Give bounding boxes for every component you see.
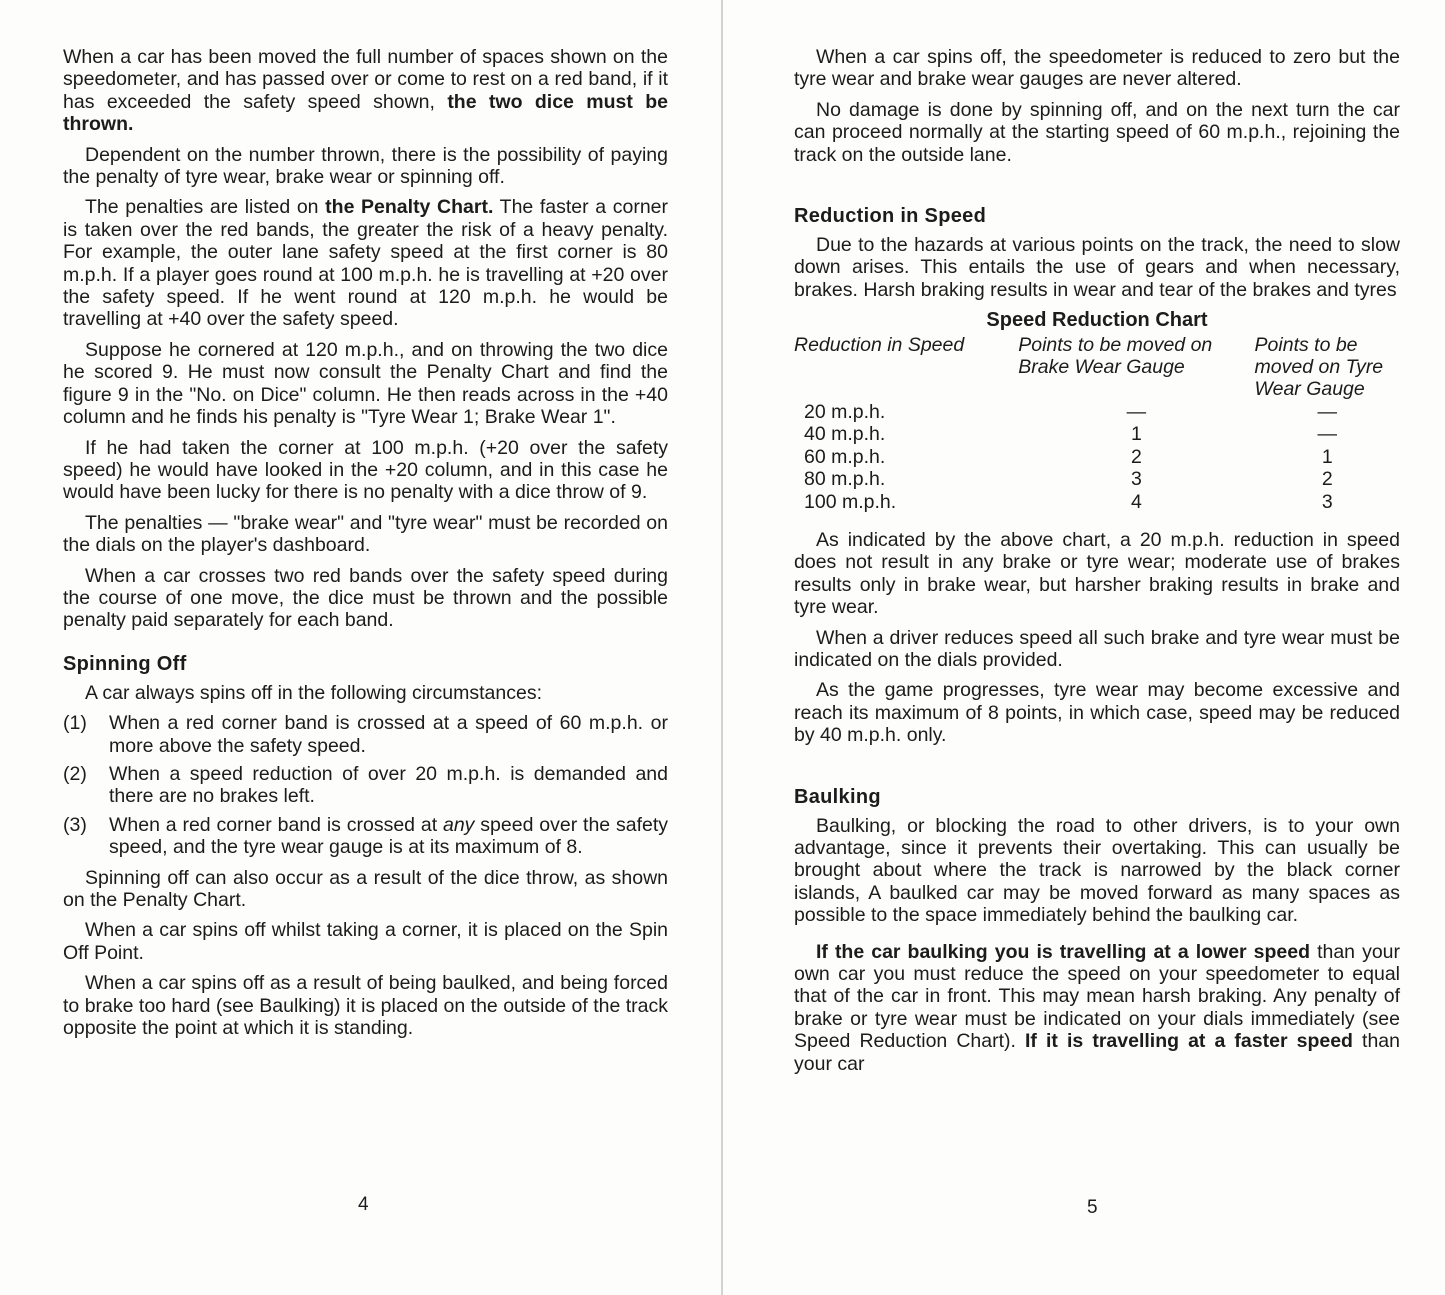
bold-instruction: the two dice must be thrown.: [63, 90, 668, 136]
paragraph: The penalties are listed on the Penalty Chart. The faster a corner is taken over the red bands, the greater the risk of a heavy penalty. For example, the outer lane safety speed at the first corner is 80 m.p.h. If a player goes round at 100 m.p.h. he is travelling at +20 over the safety speed. If he went round at 120 m.p.h. he would be travelling at +40 over the safety speed.: [63, 196, 669, 331]
paragraph: When a car spins off as a result of being baulked, and being forced to brake too hard (see Baulking) it is placed on the outside of the track opposite the point at which it is standing.: [63, 972, 668, 1040]
paragraph: Spinning off can also occur as a result of the dice throw, as shown on the Penalty Chart.: [63, 866, 668, 911]
paragraph: When a car spins off whilst taking a corner, it is placed on the Spin Off Point.: [63, 919, 668, 964]
paragraph: When a car has been moved the full number of spaces shown on the speedometer, and has passed over or come to rest on a red band, if it has exceeded the safety speed shown, the two dice must be thrown.: [63, 46, 668, 136]
left-page-text: [63, 46, 668, 1047]
paragraph: A car always spins off in the following circumstances:: [85, 681, 543, 704]
list-item: (1) When a red corner band is crossed at a speed of 60 m.p.h. or more above the safety speed.: [63, 712, 668, 757]
cell-speed: 80 m.p.h.: [804, 468, 886, 491]
table-row: [794, 423, 1400, 445]
cell-tyre: 3: [1321, 490, 1333, 513]
cell-brake: 2: [1130, 445, 1142, 468]
cell-brake: 4: [1130, 490, 1142, 513]
paragraph: Suppose he cornered at 120 m.p.h., and on throwing the two dice he scored 9. He must now consult the Penalty Chart and find the figure 9 in the "No. on Dice" column. He then reads across in the +40 column and he finds his penalty is "Tyre Wear 1; Brake Wear 1".: [63, 338, 668, 429]
bold-penalty-chart: the Penalty Chart.: [325, 196, 494, 219]
cell-tyre: —: [1317, 400, 1338, 423]
list-item: (2) When a speed reduction of over 20 m.p.h. is demanded and there are no brakes left.: [63, 762, 668, 808]
page-number: 5: [1087, 1197, 1098, 1218]
cell-tyre: 2: [1321, 468, 1333, 491]
paragraph: When a car spins off, the speedometer is reduced to zero but the tyre wear and brake wear gauges are never altered.: [794, 46, 1400, 91]
table-row: [794, 468, 1400, 490]
paragraph: As indicated by the above chart, a 20 m.p.h. reduction in speed does not result in any brake or tyre wear; moderate use of brakes results only in brake wear, but harsher braking results in brake and tyre wear.: [794, 528, 1400, 619]
cell-speed: 40 m.p.h.: [804, 423, 886, 446]
table-row: [794, 491, 1400, 513]
paragraph: Baulking, or blocking the road to other drivers, is to your own advantage, since it prevents their overtaking. This can usually be brought about where the track is narrowed by the black corner islands, A baulked car may be moved forward as many spaces as possible to the space immediately behind the baulking car.: [794, 814, 1400, 927]
cell-brake: —: [1126, 400, 1147, 423]
cell-speed: 20 m.p.h.: [804, 400, 886, 423]
paragraph: The penalties — "brake wear" and "tyre wear" must be recorded on the dials on the player's dashboard.: [63, 511, 668, 557]
spacer: [63, 640, 668, 652]
column-header: Reduction in Speed: [794, 333, 965, 356]
paragraph: Dependent on the number thrown, there is the possibility of paying the penalty of tyre wear, brake wear or spinning off.: [63, 143, 668, 189]
paragraph: As the game progresses, tyre wear may become excessive and reach its maximum of 8 points, in which case, speed may be reduced by 40 m.p.h. only.: [794, 679, 1400, 747]
paragraph: If he had taken the corner at 100 m.p.h. (+20 over the safety speed) he would have looked in the +20 column, and in this case he would have been lucky for there is no penalty with a dice throw of 9.: [63, 436, 668, 504]
chart-title: Speed Reduction Chart: [986, 309, 1208, 332]
paragraph: When a driver reduces speed all such brake and tyre wear must be indicated on the dials provided.: [794, 626, 1400, 671]
table-row: [794, 401, 1400, 423]
heading-spinning-off: Spinning Off: [63, 652, 187, 675]
cell-tyre: 1: [1321, 445, 1333, 468]
page-number: 4: [358, 1194, 369, 1215]
cell-tyre: —: [1317, 423, 1338, 446]
heading-baulking: Baulking: [794, 785, 881, 808]
list-item: (3) When a red corner band is crossed at any speed over the safety speed, and the tyre wear gauge is at its maximum of 8.: [63, 813, 669, 859]
paragraph: Due to the hazards at various points on the track, the need to slow down arises. This entails the use of gears and when necessary, brakes. Harsh braking results in wear and tear of the brakes and tyres: [794, 234, 1400, 301]
spin-off-list: [63, 712, 668, 858]
cell-speed: 100 m.p.h.: [804, 490, 897, 513]
table-row: [794, 446, 1400, 468]
speed-reduction-chart: [794, 334, 1400, 513]
spacer: [794, 174, 1400, 204]
spacer: [794, 755, 1400, 785]
cell-speed: 60 m.p.h.: [804, 445, 886, 468]
cell-brake: 1: [1130, 423, 1142, 446]
right-page-text: [794, 46, 1400, 1083]
table-header-row: [794, 334, 1400, 401]
paragraph: No damage is done by spinning off, and on the next turn the car can proceed normally at the starting speed of 60 m.p.h., rejoining the track on the outside lane.: [794, 98, 1400, 166]
column-header: Points to be moved on Tyre Wear Gauge: [1254, 333, 1384, 401]
paragraph: If the car baulking you is travelling at a lower speed than your own car you must reduce the speed on your speedometer to equal that of the car in front. This may mean harsh braking. Any penalty of brake or tyre wear must be indicated on your dials immediately (see Speed Reduction Chart). If it is travelling at a faster speed than your car: [794, 940, 1400, 1075]
heading-reduction-in-speed: Reduction in Speed: [794, 205, 987, 228]
paragraph: When a car crosses two red bands over the safety speed during the course of one move, the dice must be thrown and the possible penalty paid separately for each band.: [63, 564, 668, 632]
cell-brake: 3: [1130, 468, 1142, 491]
column-header: Points to be moved on Brake Wear Gauge: [1018, 333, 1213, 379]
